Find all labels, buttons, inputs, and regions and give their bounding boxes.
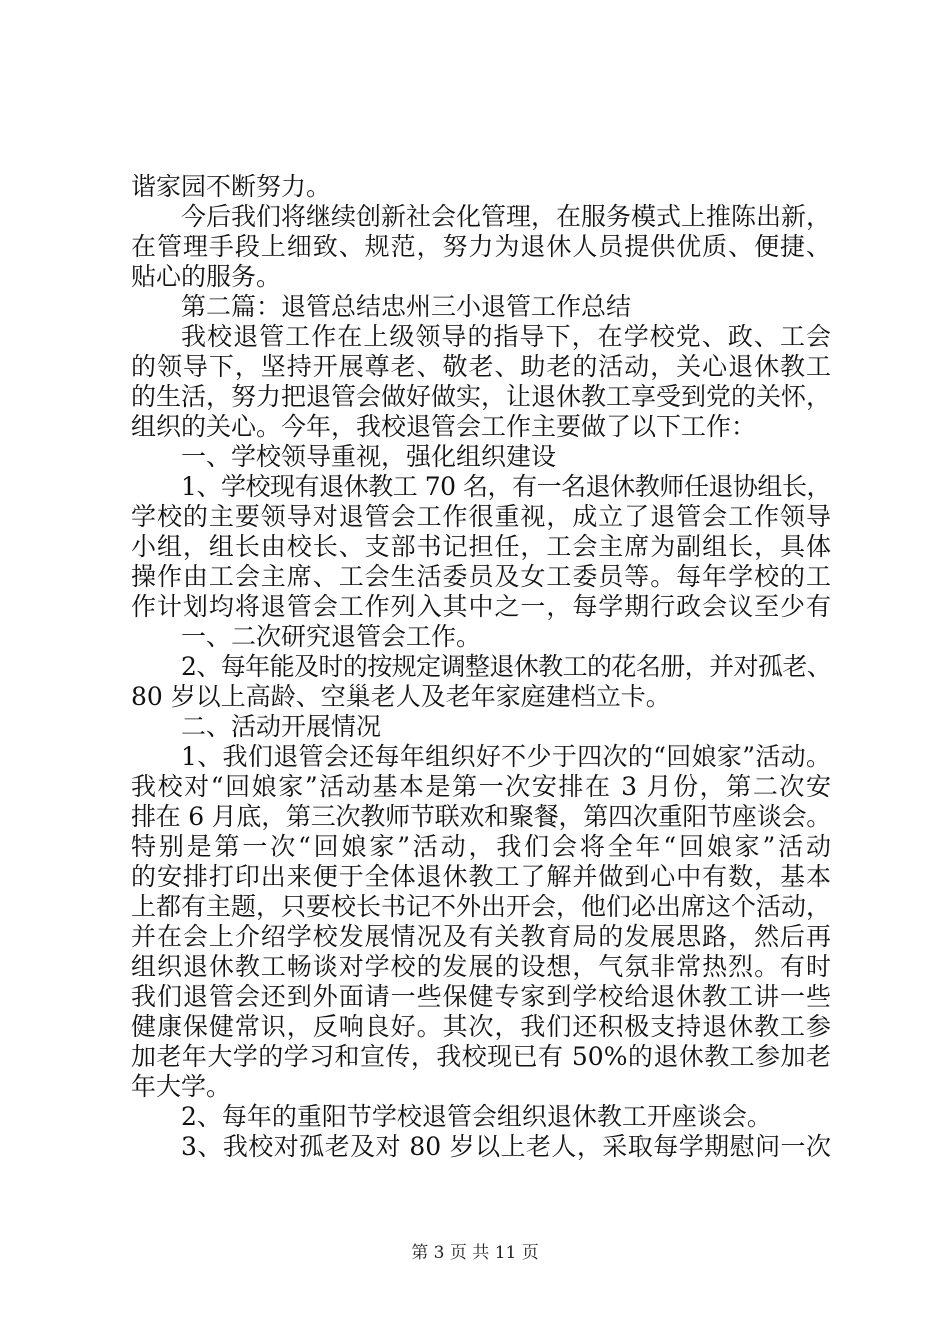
text-line: 组织的关心。今年，我校退管会工作主要做了以下工作： xyxy=(131,412,757,441)
page-footer xyxy=(0,1242,950,1264)
text-line: 我校对“回娘家”活动基本是第一次安排在 3 月份，第二次安 xyxy=(131,772,831,801)
text-line: 3、我校对孤老及对 80 岁以上老人，采取每学期慰问一次 xyxy=(181,1132,831,1161)
text-line: 排在 6 月底，第三次教师节联欢和聚餐，第四次重阳节座谈会。 xyxy=(131,802,831,831)
text-line: 操作由工会主席、工会生活委员及女工委员等。每年学校的工 xyxy=(131,562,831,591)
text-line: 2、每年的重阳节学校退管会组织退休教工开座谈会。 xyxy=(181,1102,772,1131)
text-line: 特别是第一次“回娘家”活动，我们会将全年“回娘家”活动 xyxy=(131,832,831,861)
text-line: 并在会上介绍学校发展情况及有关教育局的发展思路，然后再 xyxy=(131,922,831,951)
text-line: 加老年大学的学习和宣传，我校现已有 50%的退休教工参加老 xyxy=(131,1042,831,1071)
text-line: 贴心的服务。 xyxy=(131,262,282,291)
text-line: 今后我们将继续创新社会化管理，在服务模式上推陈出新， xyxy=(181,202,832,231)
text-line: 的安排打印出来便于全体退休教工了解并做到心中有数，基本 xyxy=(131,862,831,891)
text-line: 学校的主要领导对退管会工作很重视，成立了退管会工作领导 xyxy=(131,502,831,531)
text-line: 在管理手段上细致、规范，努力为退休人员提供优质、便捷、 xyxy=(131,232,831,261)
text-line: 一、二次研究退管会工作。 xyxy=(181,622,482,651)
page-number: 第 3 页 共 11 页 xyxy=(411,1243,539,1263)
text-line: 第二篇：退管总结忠州三小退管工作总结 xyxy=(181,292,632,321)
text-line: 2、每年能及时的按规定调整退休教工的花名册，并对孤老、 xyxy=(181,652,831,681)
text-line: 年大学。 xyxy=(131,1072,232,1101)
text-line: 小组，组长由校长、支部书记担任，工会主席为副组长，具体 xyxy=(131,532,831,561)
text-line: 作计划均将退管会工作列入其中之一，每学期行政会议至少有 xyxy=(131,592,831,621)
text-line: 谐家园不断努力。 xyxy=(131,172,332,201)
document-body xyxy=(131,172,831,1162)
text-line: 组织退休教工畅谈对学校的发展的设想，气氛非常热烈。有时 xyxy=(131,952,831,981)
text-line: 的生活，努力把退管会做好做实，让退休教工享受到党的关怀， xyxy=(131,382,832,411)
text-line: 二、活动开展情况 xyxy=(181,712,382,741)
text-line: 1、我们退管会还每年组织好不少于四次的“回娘家”活动。 xyxy=(181,742,831,771)
text-line: 一、学校领导重视，强化组织建设 xyxy=(181,442,557,471)
text-line: 上都有主题，只要校长书记不外出开会，他们必出席这个活动， xyxy=(131,892,832,921)
text-line: 的领导下，坚持开展尊老、敬老、助老的活动，关心退休教工 xyxy=(131,352,831,381)
text-line: 我校退管工作在上级领导的指导下，在学校党、政、工会 xyxy=(181,322,831,351)
text-line: 80 岁以上高龄、空巢老人及老年家庭建档立卡。 xyxy=(131,682,671,711)
text-line: 1、学校现有退休教工 70 名，有一名退休教师任退协组长， xyxy=(181,472,831,501)
text-line: 我们退管会还到外面请一些保健专家到学校给退休教工讲一些 xyxy=(131,982,831,1011)
text-line: 健康保健常识，反响良好。其次，我们还积极支持退休教工参 xyxy=(131,1012,831,1041)
